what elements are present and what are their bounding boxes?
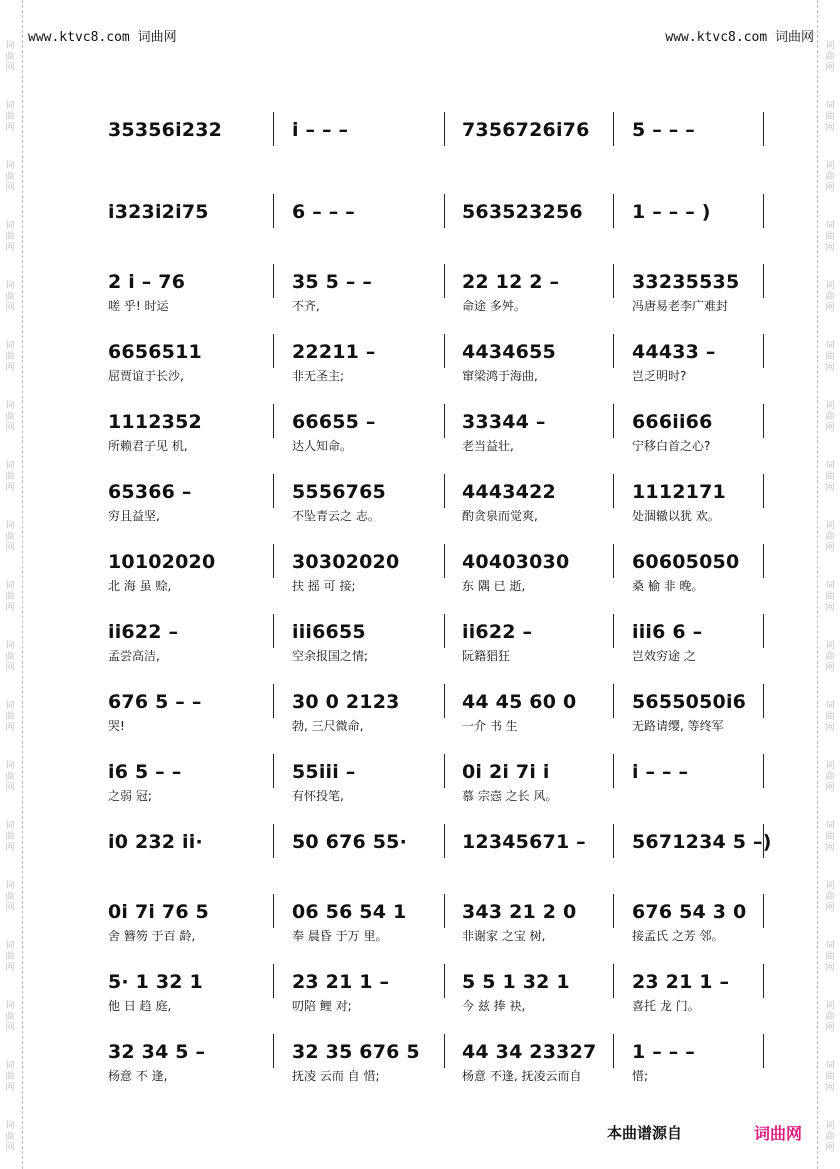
watermark-char: 网 [5, 242, 15, 252]
watermark-char: 词 [5, 640, 15, 650]
measure-lyric: 非谢家 之宝 树, [462, 929, 546, 943]
measure-lyric: 处涸辙以犹 欢。 [632, 509, 720, 523]
bar-line [763, 544, 764, 578]
bar-line [613, 194, 614, 228]
measure-lyric: 空余报国之情; [292, 649, 369, 663]
bar-line [273, 754, 274, 788]
watermark-char: 网 [5, 902, 15, 912]
measure-notes: 32 35 676 5 [292, 1041, 420, 1063]
watermark-char: 曲 [825, 1071, 835, 1081]
bar-line [444, 614, 445, 648]
watermark-char: 网 [5, 362, 15, 372]
watermark-char: 网 [5, 542, 15, 552]
bar-line [273, 264, 274, 298]
watermark-char: 网 [825, 842, 835, 852]
measure-notes: 65366 – [108, 481, 192, 503]
score-row [108, 410, 768, 470]
measure-lyric: 岂效穷途 之 [632, 649, 696, 663]
measure-notes: 50 676 55· [292, 831, 407, 853]
watermark-char: 词 [825, 700, 835, 710]
watermark-char: 词 [5, 520, 15, 530]
header-left-url[interactable]: www.ktvc8.com [28, 30, 130, 45]
watermark-char: 网 [5, 1082, 15, 1092]
measure-notes: 6656511 [108, 341, 202, 363]
watermark-char: 词 [825, 760, 835, 770]
measure-notes: 30 0 2123 [292, 691, 400, 713]
measure-lyric: 喜托 龙 门。 [632, 999, 700, 1013]
watermark-char: 词 [825, 1060, 835, 1070]
bar-line [763, 964, 764, 998]
watermark-char: 曲 [825, 51, 835, 61]
measure-lyric: 扶 摇 可 接; [292, 579, 356, 593]
measure-lyric: 屈贾谊于长沙, [108, 369, 184, 383]
score-row [108, 970, 768, 1030]
measure-lyric: 不齐, [292, 299, 320, 313]
footer-brand-logo[interactable]: 词曲网 [754, 1124, 803, 1143]
watermark-char: 词 [825, 580, 835, 590]
measure-lyric: 奉 晨昏 于万 里。 [292, 929, 388, 943]
score-row [108, 118, 768, 178]
measure-lyric: 穷且益坚, [108, 509, 160, 523]
right-watermark-strip [817, 0, 840, 1169]
bar-line [613, 894, 614, 928]
measure-notes: 22211 – [292, 341, 376, 363]
bar-line [763, 1034, 764, 1068]
watermark-char: 词 [825, 520, 835, 530]
watermark-char: 网 [825, 302, 835, 312]
watermark-char: 曲 [5, 711, 15, 721]
header-right-site-name: 词曲网 [774, 30, 814, 45]
watermark-char: 词 [5, 940, 15, 950]
watermark-char: 词 [5, 220, 15, 230]
watermark-char: 网 [825, 1142, 835, 1152]
measure-lyric: 舍 簪笏 于百 龄, [108, 929, 196, 943]
watermark-char: 词 [825, 280, 835, 290]
measure-notes: 5556765 [292, 481, 386, 503]
bar-line [613, 544, 614, 578]
measure-notes: 2 i – 76 [108, 271, 186, 293]
measure-notes: 7356726i76 [462, 119, 590, 141]
watermark-char: 曲 [825, 351, 835, 361]
watermark-char: 词 [825, 1120, 835, 1130]
score-row [108, 1040, 768, 1100]
measure-notes: 23 21 1 – [632, 971, 730, 993]
bar-line [273, 894, 274, 928]
watermark-char: 曲 [5, 51, 15, 61]
watermark-char: 词 [825, 220, 835, 230]
watermark-char: 网 [825, 182, 835, 192]
watermark-char: 网 [5, 602, 15, 612]
watermark-char: 词 [5, 1120, 15, 1130]
measure-notes: 0i 2i 7i i [462, 761, 550, 783]
bar-line [444, 404, 445, 438]
bar-line [273, 334, 274, 368]
bar-line [763, 614, 764, 648]
left-watermark-strip [0, 0, 23, 1169]
bar-line [273, 404, 274, 438]
watermark-char: 词 [5, 400, 15, 410]
watermark-char: 曲 [5, 471, 15, 481]
measure-notes: 1 – – – ) [632, 201, 711, 223]
watermark-char: 网 [5, 482, 15, 492]
watermark-char: 词 [5, 40, 15, 50]
measure-lyric: 一介 书 生 [462, 719, 518, 733]
watermark-char: 曲 [825, 771, 835, 781]
bar-line [273, 684, 274, 718]
watermark-char: 网 [825, 902, 835, 912]
watermark-char: 词 [5, 700, 15, 710]
watermark-char: 词 [5, 160, 15, 170]
watermark-char: 词 [825, 640, 835, 650]
watermark-char: 网 [5, 662, 15, 672]
bar-line [444, 474, 445, 508]
watermark-char: 网 [825, 1082, 835, 1092]
watermark-char: 曲 [5, 531, 15, 541]
bar-line [444, 112, 445, 146]
measure-lyric: 杨意 不逢, 抚凌云而自 [462, 1069, 582, 1083]
measure-notes: 4443422 [462, 481, 556, 503]
measure-notes: 06 56 54 1 [292, 901, 407, 923]
measure-lyric: 不坠青云之 志。 [292, 509, 380, 523]
measure-notes: i323i2i75 [108, 201, 209, 223]
bar-line [613, 614, 614, 648]
bar-line [613, 824, 614, 858]
watermark-char: 网 [5, 182, 15, 192]
bar-line [613, 474, 614, 508]
watermark-char: 曲 [5, 231, 15, 241]
watermark-char: 网 [5, 722, 15, 732]
measure-notes: 5· 1 32 1 [108, 971, 203, 993]
watermark-char: 词 [5, 880, 15, 890]
watermark-char: 曲 [825, 231, 835, 241]
watermark-char: 网 [825, 62, 835, 72]
watermark-char: 网 [825, 362, 835, 372]
bar-line [444, 824, 445, 858]
watermark-char: 词 [825, 940, 835, 950]
measure-lyric: 非无圣主; [292, 369, 345, 383]
watermark-char: 曲 [825, 471, 835, 481]
watermark-char: 曲 [5, 411, 15, 421]
watermark-char: 网 [5, 782, 15, 792]
watermark-char: 网 [5, 1022, 15, 1032]
measure-lyric: 宁移白首之心? [632, 439, 711, 453]
watermark-char: 词 [5, 580, 15, 590]
bar-line [444, 1034, 445, 1068]
watermark-char: 词 [825, 40, 835, 50]
bar-line [273, 194, 274, 228]
watermark-char: 网 [825, 602, 835, 612]
watermark-char: 曲 [5, 591, 15, 601]
watermark-char: 网 [5, 962, 15, 972]
bar-line [444, 334, 445, 368]
measure-lyric: 杨意 不 逢, [108, 1069, 168, 1083]
measure-lyric: 所赖君子见 机, [108, 439, 188, 453]
measure-notes: 5655050i6 [632, 691, 747, 713]
measure-lyric: 岂乏明时? [632, 369, 687, 383]
score-row [108, 900, 768, 960]
watermark-char: 网 [825, 662, 835, 672]
measure-notes: 32 34 5 – [108, 1041, 206, 1063]
watermark-char: 词 [5, 760, 15, 770]
bar-line [763, 474, 764, 508]
measure-notes: 676 5 – – [108, 691, 202, 713]
bar-line [273, 614, 274, 648]
bar-line [444, 264, 445, 298]
measure-notes: 44433 – [632, 341, 716, 363]
measure-notes: 6 – – – [292, 201, 355, 223]
measure-lyric: 惜; [632, 1069, 649, 1083]
watermark-char: 曲 [825, 411, 835, 421]
bar-line [613, 334, 614, 368]
watermark-char: 网 [825, 962, 835, 972]
measure-lyric: 抚凌 云而 自 惜; [292, 1069, 380, 1083]
measure-notes: i6 5 – – [108, 761, 182, 783]
watermark-char: 网 [825, 122, 835, 132]
watermark-char: 曲 [5, 171, 15, 181]
measure-notes: 563523256 [462, 201, 583, 223]
measure-lyric: 命途 多舛。 [462, 299, 526, 313]
score-row [108, 480, 768, 540]
watermark-char: 网 [825, 782, 835, 792]
measure-notes: 4434655 [462, 341, 556, 363]
watermark-char: 曲 [825, 1131, 835, 1141]
measure-notes: 23 21 1 – [292, 971, 390, 993]
measure-lyric: 他 日 趋 庭, [108, 999, 172, 1013]
measure-notes: ii622 – [462, 621, 533, 643]
watermark-char: 曲 [825, 531, 835, 541]
measure-lyric: 嗟 乎! 时运 [108, 299, 169, 313]
measure-notes: 30302020 [292, 551, 400, 573]
watermark-char: 曲 [825, 1011, 835, 1021]
measure-notes: 40403030 [462, 551, 570, 573]
measure-notes: 35356i232 [108, 119, 223, 141]
measure-notes: 22 12 2 – [462, 271, 560, 293]
measure-notes: 666ii66 [632, 411, 713, 433]
bar-line [763, 684, 764, 718]
footer-source-text: 本曲谱源自 [607, 1124, 683, 1142]
bar-line [273, 964, 274, 998]
bar-line [763, 264, 764, 298]
watermark-char: 曲 [825, 891, 835, 901]
bar-line [444, 754, 445, 788]
measure-notes: i – – – [632, 761, 689, 783]
score-row [108, 620, 768, 680]
measure-notes: iii6 6 – [632, 621, 703, 643]
measure-notes: 1 – – – [632, 1041, 695, 1063]
measure-notes: 33344 – [462, 411, 546, 433]
bar-line [273, 474, 274, 508]
watermark-char: 网 [825, 242, 835, 252]
watermark-char: 词 [5, 340, 15, 350]
watermark-char: 曲 [5, 771, 15, 781]
watermark-char: 曲 [5, 891, 15, 901]
watermark-char: 曲 [825, 831, 835, 841]
measure-lyric: 无路请缨, 等终军 [632, 719, 724, 733]
measure-lyric: 桑 榆 非 晚。 [632, 579, 704, 593]
watermark-char: 曲 [825, 291, 835, 301]
watermark-char: 词 [825, 100, 835, 110]
bar-line [444, 894, 445, 928]
measure-lyric: 叨陪 鲤 对; [292, 999, 352, 1013]
header-left [28, 26, 177, 45]
watermark-char: 词 [5, 460, 15, 470]
measure-lyric: 老当益壮, [462, 439, 514, 453]
measure-lyric: 冯唐易老李广难封 [632, 299, 729, 313]
measure-notes: 12345671 – [462, 831, 586, 853]
measure-notes: 1112171 [632, 481, 726, 503]
watermark-char: 网 [825, 422, 835, 432]
measure-lyric: 达人知命。 [292, 439, 353, 453]
watermark-char: 曲 [5, 1071, 15, 1081]
measure-notes: 66655 – [292, 411, 376, 433]
measure-lyric: 今 兹 捧 袂, [462, 999, 526, 1013]
watermark-char: 词 [5, 1000, 15, 1010]
watermark-char: 词 [5, 280, 15, 290]
watermark-char: 网 [825, 1022, 835, 1032]
bar-line [273, 1034, 274, 1068]
watermark-char: 网 [825, 482, 835, 492]
watermark-char: 词 [825, 880, 835, 890]
measure-lyric: 哭! [108, 719, 125, 733]
measure-notes: iii6655 [292, 621, 366, 643]
bar-line [763, 334, 764, 368]
measure-lyric: 东 隅 已 逝, [462, 579, 526, 593]
watermark-char: 词 [825, 820, 835, 830]
watermark-char: 词 [825, 160, 835, 170]
measure-notes: 35 5 – – [292, 271, 373, 293]
watermark-char: 曲 [5, 831, 15, 841]
score-row [108, 830, 772, 890]
measure-lyric: 有怀投笔, [292, 789, 344, 803]
watermark-char: 词 [5, 100, 15, 110]
measure-lyric: 窜梁鸿于海曲, [462, 369, 538, 383]
measure-notes: ii622 – [108, 621, 179, 643]
watermark-char: 曲 [5, 111, 15, 121]
measure-notes: 10102020 [108, 551, 216, 573]
watermark-char: 曲 [825, 951, 835, 961]
measure-lyric: 北 海 虽 赊, [108, 579, 172, 593]
watermark-char: 曲 [5, 651, 15, 661]
bar-line [444, 964, 445, 998]
measure-lyric: 慕 宗悫 之长 风。 [462, 789, 558, 803]
header-right-url[interactable]: www.ktvc8.com [665, 30, 768, 45]
watermark-char: 曲 [5, 1011, 15, 1021]
measure-notes: 0i 7i 76 5 [108, 901, 209, 923]
score-row [108, 690, 768, 750]
watermark-char: 词 [5, 1060, 15, 1070]
watermark-char: 曲 [825, 651, 835, 661]
measure-lyric: 孟尝高洁, [108, 649, 160, 663]
header-left-site-name: 词曲网 [137, 30, 177, 45]
measure-lyric: 勃, 三尺微命, [292, 719, 364, 733]
measure-notes: 60605050 [632, 551, 740, 573]
score-row [108, 270, 768, 330]
bar-line [273, 824, 274, 858]
measure-notes: 343 21 2 0 [462, 901, 577, 923]
watermark-char: 网 [5, 302, 15, 312]
score-row [108, 200, 768, 260]
measure-lyric: 酌贪泉而觉爽, [462, 509, 538, 523]
bar-line [613, 1034, 614, 1068]
watermark-char: 曲 [5, 351, 15, 361]
bar-line [763, 824, 764, 858]
measure-notes: 676 54 3 0 [632, 901, 747, 923]
measure-lyric: 之弱 冠; [108, 789, 152, 803]
measure-lyric: 阮籍猖狂 [462, 649, 511, 663]
measure-notes: i – – – [292, 119, 349, 141]
watermark-char: 网 [5, 842, 15, 852]
watermark-char: 网 [5, 62, 15, 72]
watermark-char: 词 [825, 340, 835, 350]
watermark-char: 曲 [825, 171, 835, 181]
bar-line [273, 544, 274, 578]
measure-notes: 5 – – – [632, 119, 695, 141]
bar-line [763, 894, 764, 928]
watermark-char: 网 [5, 122, 15, 132]
bar-line [613, 684, 614, 718]
measure-notes: 33235535 [632, 271, 740, 293]
bar-line [613, 112, 614, 146]
score-row [108, 340, 768, 400]
measure-lyric: 接孟氏 之芳 邻。 [632, 929, 724, 943]
watermark-char: 网 [5, 422, 15, 432]
watermark-char: 曲 [825, 591, 835, 601]
bar-line [613, 754, 614, 788]
watermark-char: 词 [5, 820, 15, 830]
watermark-char: 曲 [5, 1131, 15, 1141]
watermark-char: 曲 [825, 111, 835, 121]
measure-notes: 1112352 [108, 411, 202, 433]
score-row [108, 550, 768, 610]
measure-notes: i0 232 ii· [108, 831, 203, 853]
watermark-char: 词 [825, 460, 835, 470]
bar-line [763, 112, 764, 146]
measure-notes: 5671234 5 –) [632, 831, 772, 853]
measure-notes: 44 45 60 0 [462, 691, 577, 713]
watermark-char: 网 [5, 1142, 15, 1152]
bar-line [444, 684, 445, 718]
watermark-char: 词 [825, 400, 835, 410]
watermark-char: 曲 [5, 951, 15, 961]
measure-notes: 5 5 1 32 1 [462, 971, 570, 993]
watermark-char: 网 [825, 542, 835, 552]
bar-line [763, 754, 764, 788]
bar-line [613, 964, 614, 998]
watermark-char: 曲 [825, 711, 835, 721]
watermark-char: 曲 [5, 291, 15, 301]
watermark-char: 词 [825, 1000, 835, 1010]
bar-line [273, 112, 274, 146]
measure-notes: 55iii – [292, 761, 356, 783]
measure-notes: 44 34 23327 [462, 1041, 597, 1063]
score-row [108, 760, 768, 820]
bar-line [613, 264, 614, 298]
bar-line [763, 404, 764, 438]
bar-line [444, 544, 445, 578]
bar-line [444, 194, 445, 228]
header-right [665, 26, 814, 45]
bar-line [613, 404, 614, 438]
bar-line [763, 194, 764, 228]
watermark-char: 网 [825, 722, 835, 732]
